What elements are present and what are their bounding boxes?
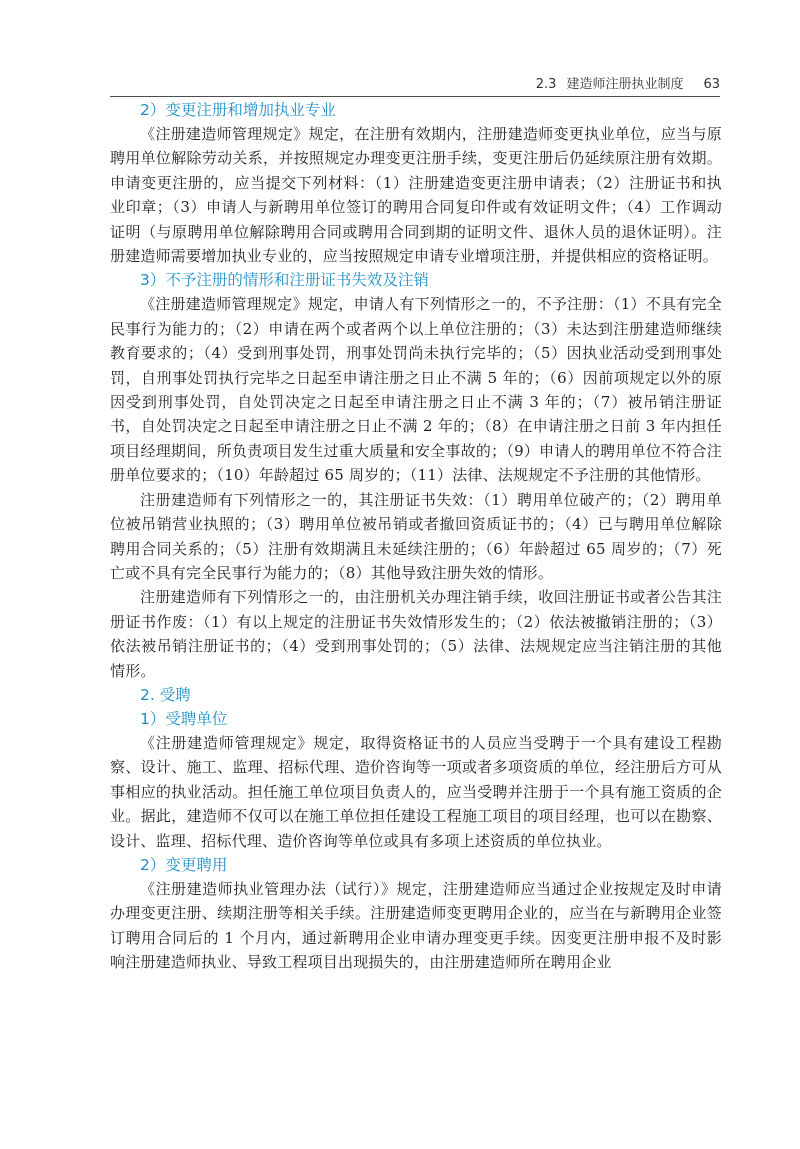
- paragraph-certificate-cancel: 注册建造师有下列情形之一的，由注册机关办理注销手续，收回注册证书或者公告其注册证书作废：（1）有以上规定的注册证书失效情形发生的；（2）依法被撤销注册的；（3）依法被吊销注册证书的；（4）受到刑事处罚的；（5）法律、法规规定应当注销注册的其他情形。: [110, 588, 722, 680]
- paragraph-employment-unit: 《注册建造师管理规定》规定，取得资格证书的人员应当受聘于一个具有建设工程勘察、设计、施工、监理、招标代理、造价咨询等一项或者多项资质的单位，经注册后方可从事相应的执业活动。担任施工单位项目负责人的，应当受聘并注册于一个具有施工资质的企业。据此，建造师不仅可以在施工单位担任建设工程施工项目的项目经理，也可以在勘察、设计、监理、招标代理、造价咨询等单位或具有多项上述资质的单位执业。: [110, 733, 722, 850]
- running-header: [110, 70, 720, 97]
- paragraph-change-employment: 《注册建造师执业管理办法（试行）》规定，注册建造师应当通过企业按规定及时申请办理变更注册、续期注册等相关手续。注册建造师变更聘用企业的，应当在与新聘用企业签订聘用合同后的 1 个月内，通过新聘用企业申请办理变更手续。因变更注册申报不及时影响注册建造师执业、导致工程项目出现损失的，由注册建造师所在聘用企业: [110, 879, 722, 972]
- page-body: [110, 98, 722, 975]
- paragraph-refuse-registration: 《注册建造师管理规定》规定，申请人有下列情形之一的，不予注册：（1）不具有完全民事行为能力的；（2）申请在两个或者两个以上单位注册的；（3）未达到注册建造师继续教育要求的；（4）受到刑事处罚，刑事处罚尚未执行完毕的；（5）因执业活动受到刑事处罚，自刑事处罚执行完毕之日起至申请注册之日止不满 5 年的；（6）因前项规定以外的原因受到刑事处罚，自处罚决定之日起至申请注册之日止不满 3 年的；（7）被吊销注册证书，自处罚决定之日起至申请注册之日止不满 2 年的；（8）在申请注册之日前 3 年内担任项目经理期间，所负责项目发生过重大质量和安全事故的；（9）申请人的聘用单位不符合注册单位要求的；（10）年龄超过 65 周岁的；（11）法律、法规规定不予注册的其他情形。: [110, 295, 722, 485]
- heading-change-employment: 2）变更聘用: [140, 855, 228, 874]
- heading-employment: 2. 受聘: [140, 685, 191, 704]
- paragraph-change-registration: 《注册建造师管理规定》规定，在注册有效期内，注册建造师变更执业单位，应当与原聘用单位解除劳动关系，并按照规定办理变更注册手续，变更注册后仍延续原注册有效期。申请变更注册的，应当提交下列材料：（1）注册建造变更注册申请表；（2）注册证书和执业印章；（3）申请人与新聘用单位签订的聘用合同复印件或有效证明文件；（4）工作调动证明（与原聘用单位解除聘用合同或聘用合同到期的证明文件、退休人员的退休证明）。注册建造师需要增加执业专业的，应当按照规定申请专业增项注册，并提供相应的资格证明。: [110, 125, 722, 266]
- section-title: 建造师注册执业制度: [566, 77, 684, 92]
- section-number: 2.3: [535, 77, 557, 92]
- page-number: 63: [703, 77, 720, 92]
- heading-refuse-registration: 3）不予注册的情形和注册证书失效及注销: [140, 271, 429, 290]
- paragraph-certificate-invalid: 注册建造师有下列情形之一的，其注册证书失效：（1）聘用单位破产的；（2）聘用单位被吊销营业执照的；（3）聘用单位被吊销或者撤回资质证书的；（4）已与聘用单位解除聘用合同关系的；（5）注册有效期满且未延续注册的；（6）年龄超过 65 周岁的；（7）死亡或不具有完全民事行为能力的；（8）其他导致注册失效的情形。: [110, 490, 722, 582]
- heading-change-registration: 2）变更注册和增加执业专业: [140, 101, 336, 119]
- heading-employment-unit: 1）受聘单位: [140, 709, 228, 728]
